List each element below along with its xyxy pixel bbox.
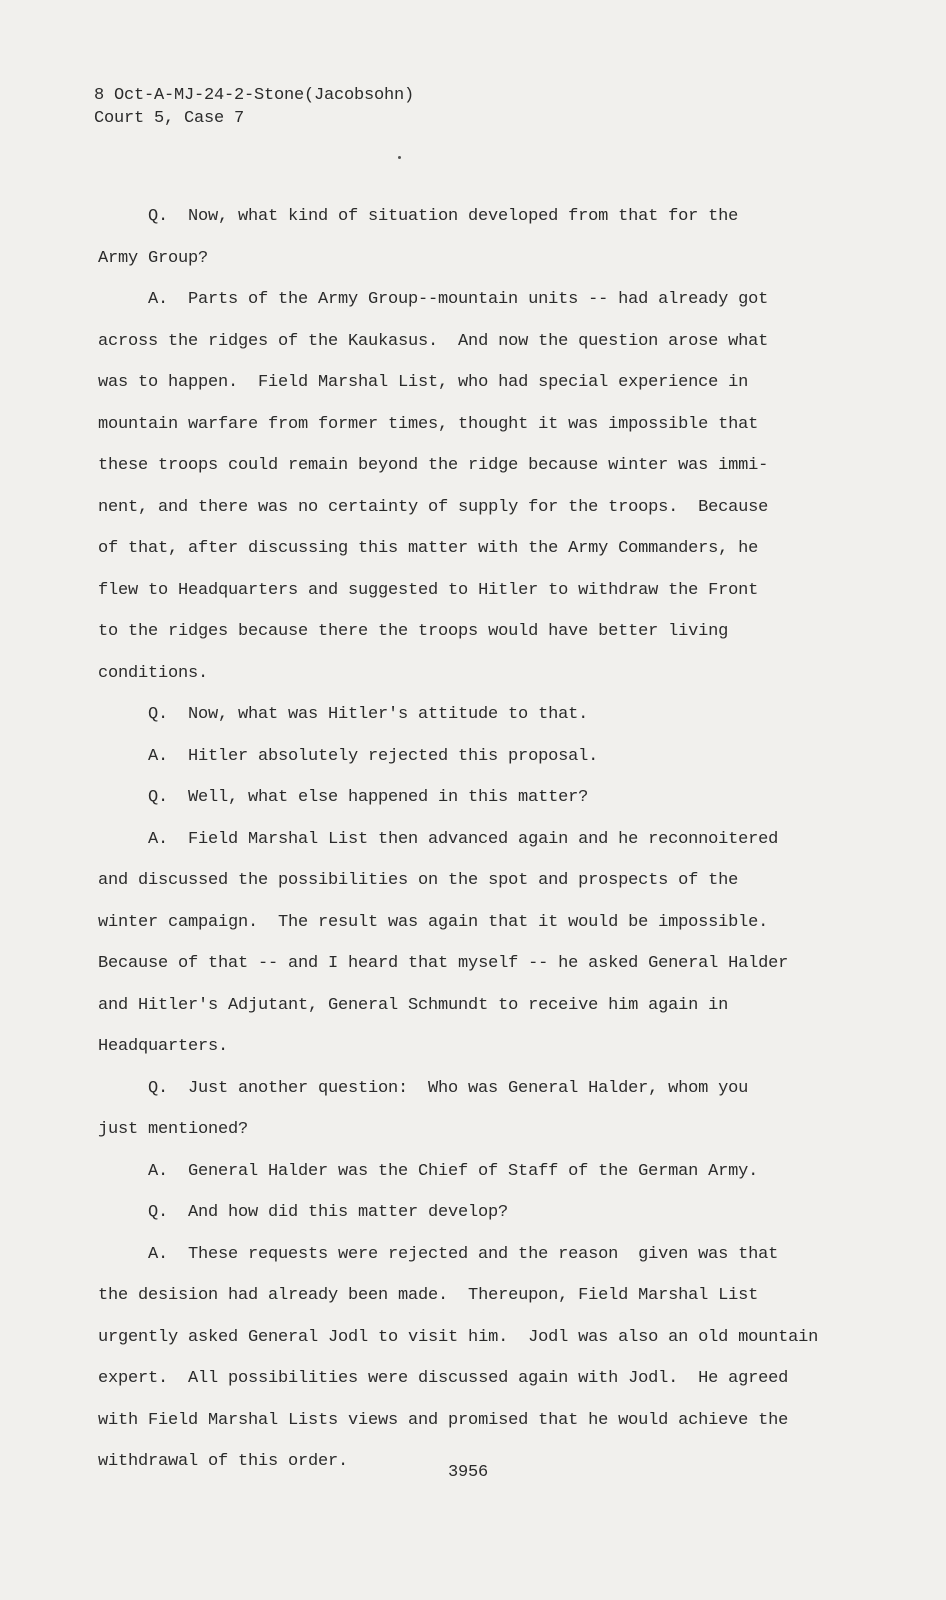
- transcript-line: and discussed the possibilities on the spot and prospects of the: [98, 871, 739, 890]
- transcript-line: A. General Halder was the Chief of Staff of the German Army.: [148, 1161, 759, 1181]
- transcript-line: Because of that -- and I heard that myself -- he asked General Halder: [98, 954, 789, 973]
- transcript-line: across the ridges of the Kaukasus. And now the question arose what: [98, 331, 769, 351]
- transcript-line: conditions.: [98, 663, 209, 683]
- transcript-line: mountain warfare from former times, thought it was impossible that: [98, 414, 759, 434]
- header-court-case: Court 5, Case 7: [94, 109, 245, 128]
- transcript-body: [98, 196, 858, 1483]
- transcript-line: of that, after discussing this matter with the Army Commanders, he: [98, 539, 759, 558]
- transcript-line: was to happen. Field Marshal List, who had special experience in: [98, 373, 749, 392]
- transcript-line: just mentioned?: [98, 1120, 249, 1139]
- transcript-line: urgently asked General Jodl to visit him. Jodl was also an old mountain: [98, 1327, 819, 1347]
- transcript-line: winter campaign. The result was again that it would be impossible.: [98, 912, 769, 932]
- transcript-line: with Field Marshal Lists views and promised that he would achieve the: [98, 1410, 789, 1430]
- transcript-line: A. Parts of the Army Group--mountain units -- had already got: [148, 290, 769, 309]
- page-number: 3956: [447, 1463, 488, 1482]
- transcript-line: Q. And how did this matter develop?: [148, 1203, 509, 1222]
- transcript-line: A. Hitler absolutely rejected this proposal.: [148, 746, 599, 766]
- transcript-line: to the ridges because there the troops would have better living: [98, 622, 729, 641]
- transcript-line: these troops could remain beyond the ridge because winter was immi-: [98, 456, 769, 475]
- transcript-line: Q. Just another question: Who was General Halder, whom you: [148, 1078, 749, 1098]
- transcript-line: and Hitler's Adjutant, General Schmundt to receive him again in: [98, 995, 729, 1015]
- transcript-line: nent, and there was no certainty of supply for the troops. Because: [98, 497, 769, 517]
- transcript-line: withdrawal of this order.: [98, 1452, 349, 1471]
- header-reference: 8 Oct-A-MJ-24-2-Stone(Jacobsohn): [94, 86, 415, 105]
- document-header: [94, 84, 414, 130]
- transcript-line: A. Field Marshal List then advanced again and he reconnoitered: [148, 829, 779, 849]
- transcript-line: A. These requests were rejected and the reason given was that: [148, 1244, 779, 1264]
- paper-speck: [398, 156, 401, 159]
- transcript-line: the desision had already been made. Thereupon, Field Marshal List: [98, 1286, 759, 1305]
- transcript-line: Q. Now, what was Hitler's attitude to that.: [148, 705, 589, 724]
- transcript-line: flew to Headquarters and suggested to Hitler to withdraw the Front: [98, 580, 759, 600]
- transcript-line: Army Group?: [98, 248, 209, 268]
- transcript-line: expert. All possibilities were discussed again with Jodl. He agreed: [98, 1369, 789, 1388]
- transcript-line: Headquarters.: [98, 1037, 229, 1056]
- transcript-line: Q. Well, what else happened in this matter?: [148, 788, 589, 807]
- transcript-line: Q. Now, what kind of situation developed from that for the: [148, 207, 739, 226]
